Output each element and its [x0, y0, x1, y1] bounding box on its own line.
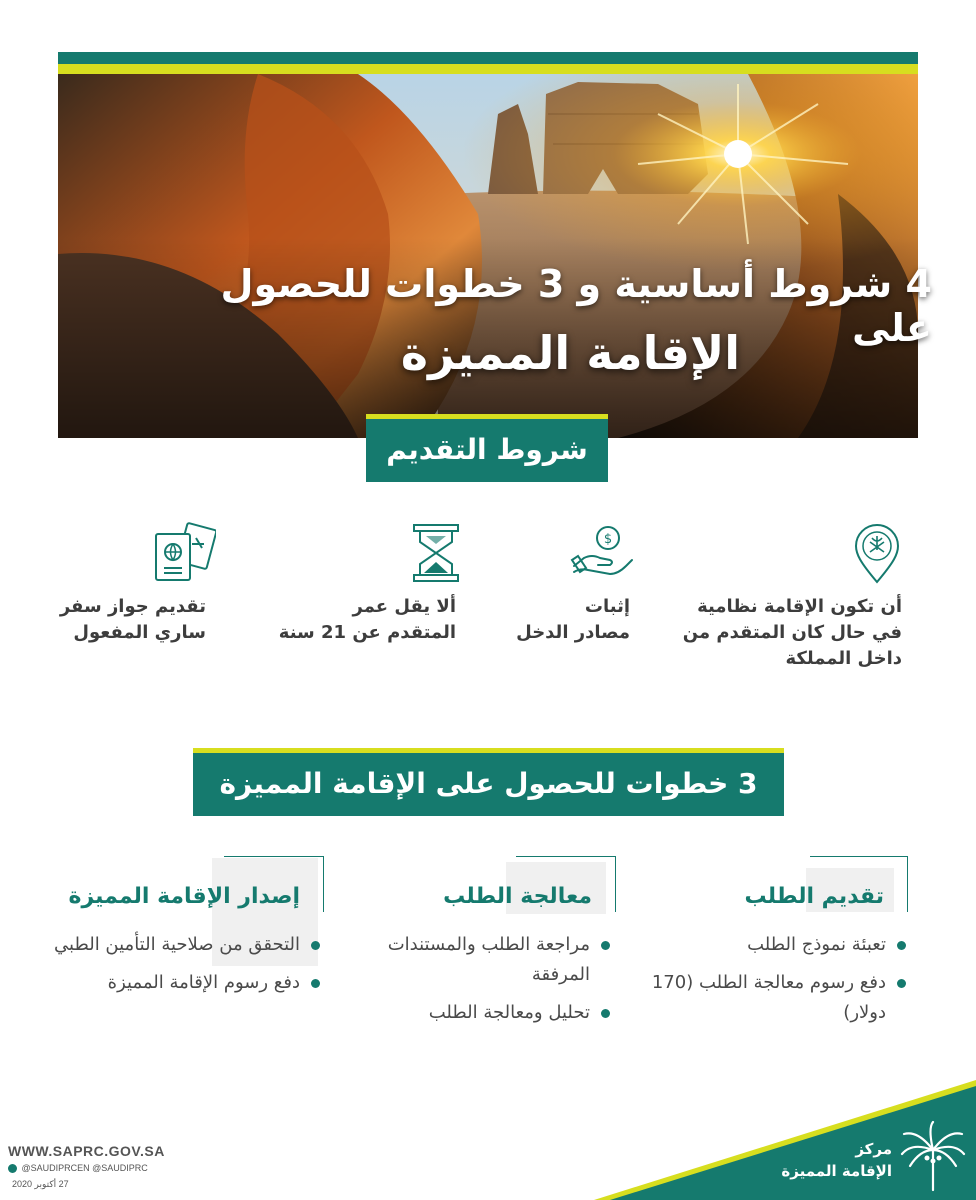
step1-title: تقديم الطلب — [744, 884, 884, 909]
step2-title: معالجة الطلب — [443, 884, 592, 909]
step1-list — [648, 930, 908, 1036]
top-green-bar — [58, 52, 918, 64]
condition-valid-passport: تقديم جواز سفر ساري المفعول — [59, 596, 206, 643]
hourglass-icon — [410, 522, 462, 584]
condition-legal-residence: أن تكون الإقامة نظامية في حال كان المتقدم من داخل المملكة — [682, 596, 902, 669]
social-handles: @SAUDIPRCEN @SAUDIPRC — [8, 1163, 148, 1173]
step2-list — [352, 930, 612, 1036]
svg-text:$: $ — [603, 532, 613, 547]
palm-tree-logo-icon — [898, 1120, 968, 1194]
step2-bullet: مراجعة الطلب والمستندات المرفقة — [352, 930, 612, 990]
step2-bullet: تحليل ومعالجة الطلب — [352, 998, 612, 1028]
passport-icon — [152, 522, 216, 584]
step3-list — [22, 930, 322, 1006]
twitter-icon — [8, 1164, 17, 1173]
top-yellow-bar — [58, 64, 918, 74]
step3-bullet: دفع رسوم الإقامة المميزة — [22, 968, 322, 998]
condition-minimum-age: ألا يقل عمر المتقدم عن 21 سنة — [278, 596, 456, 643]
website-url[interactable]: WWW.SAPRC.GOV.SA — [8, 1143, 165, 1159]
step3-bullet: التحقق من صلاحية التأمين الطبي — [22, 930, 322, 960]
step1-bullet: دفع رسوم معالجة الطلب (170 دولار) — [648, 968, 908, 1028]
hero-image — [58, 74, 918, 438]
condition-income-proof: إثبات مصادر الدخل — [516, 596, 630, 643]
hero-title-line2: الإقامة المميزة — [400, 326, 740, 380]
desert-rock-photo — [58, 74, 918, 438]
center-logo-text: مركز الإقامة المميزة — [781, 1140, 892, 1180]
step1-bullet: تعبئة نموذج الطلب — [648, 930, 908, 960]
step3-title: إصدار الإقامة المميزة — [68, 884, 300, 909]
publish-date: 27 أكتوبر 2020 — [12, 1179, 69, 1189]
hero-title-line1: 4 شروط أساسية و 3 خطوات للحصول على — [220, 262, 932, 350]
location-pin-emblem-icon — [848, 524, 906, 586]
conditions-banner: شروط التقديم — [366, 414, 608, 482]
steps-banner: 3 خطوات للحصول على الإقامة المميزة — [193, 748, 784, 816]
money-hand-icon — [570, 522, 636, 582]
